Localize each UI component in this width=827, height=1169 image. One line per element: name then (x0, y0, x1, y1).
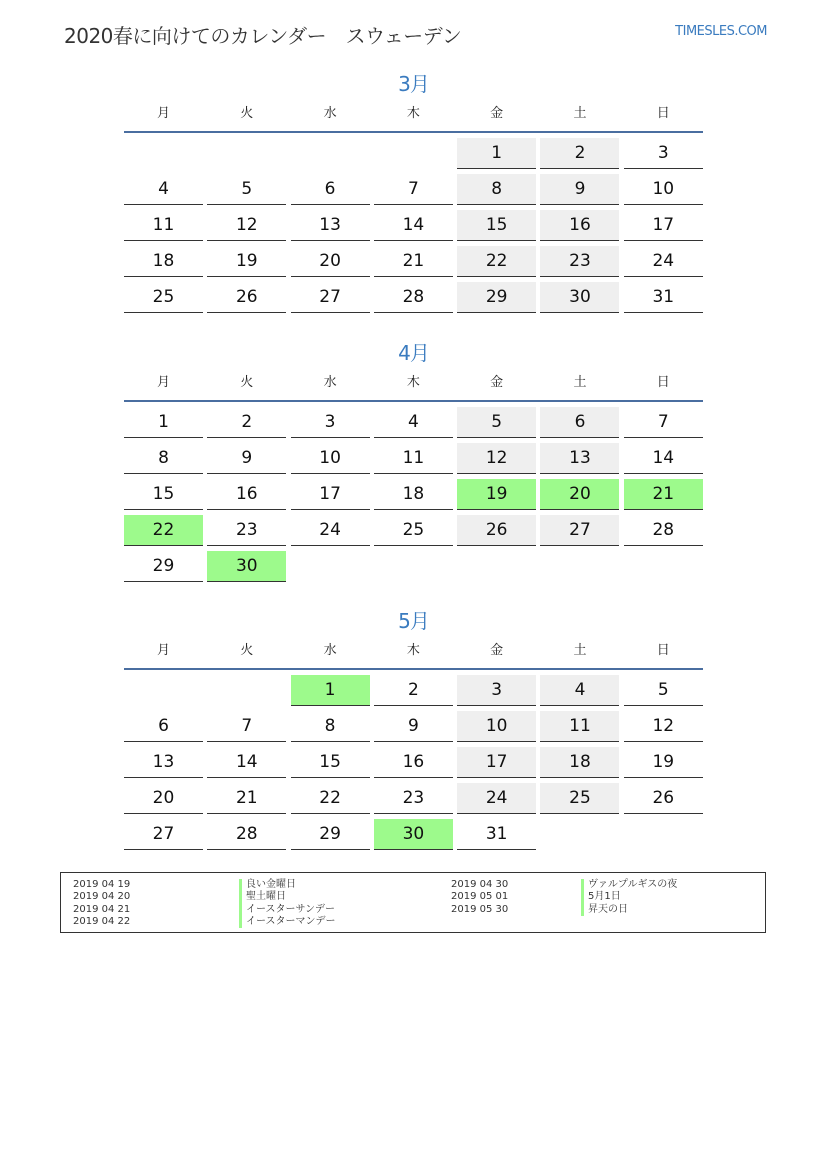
day-cell: 18 (124, 246, 203, 277)
day-cell: 14 (374, 210, 453, 241)
day-cell: 29 (291, 819, 370, 850)
day-cell: 27 (540, 515, 619, 546)
day-cell: 27 (291, 282, 370, 313)
day-cell: 31 (624, 282, 703, 313)
weekday-label: 木 (406, 643, 420, 658)
day-cell: 23 (207, 515, 286, 546)
legend-date: 2019 04 19 (73, 879, 131, 890)
day-cell: 22 (457, 246, 536, 277)
month-april (124, 339, 703, 582)
day-cell: 1 (457, 138, 536, 169)
day-cell: 26 (457, 515, 536, 546)
legend-date: 2019 04 30 (451, 879, 509, 890)
site-link[interactable]: TIMESLES.COM (675, 24, 767, 39)
day-cell: 30 (207, 551, 286, 582)
weekday-label: 月 (156, 643, 170, 658)
legend-holiday-name: 昇天の日 (581, 904, 677, 916)
legend-date: 2019 04 22 (73, 915, 131, 927)
day-cell: 3 (624, 138, 703, 169)
day-cell: 22 (291, 783, 370, 814)
day-cell: 21 (624, 479, 703, 510)
page-title: 2020春に向けてのカレンダー スウェーデン (64, 24, 462, 48)
weekday-label: 日 (656, 106, 670, 121)
day-cell: 4 (124, 174, 203, 205)
weekday-label: 金 (490, 643, 504, 658)
month-title: 3月 (398, 72, 429, 96)
weekday-label: 月 (156, 375, 170, 390)
day-cell: 30 (374, 819, 453, 850)
day-cell: 13 (124, 747, 203, 778)
weekday-header (124, 104, 703, 124)
weekday-label: 火 (240, 375, 254, 390)
weekday-label: 木 (406, 106, 420, 121)
day-cell: 20 (540, 479, 619, 510)
legend-holiday-name: イースターマンデー (239, 916, 336, 928)
day-cell: 21 (207, 783, 286, 814)
day-cell: 9 (374, 711, 453, 742)
day-cell: 1 (124, 407, 203, 438)
holiday-legend (60, 872, 766, 933)
day-cell: 21 (374, 246, 453, 277)
day-cell: 15 (291, 747, 370, 778)
day-cell: 8 (291, 711, 370, 742)
weekday-label: 水 (323, 106, 337, 121)
day-cell: 12 (207, 210, 286, 241)
day-cell: 23 (540, 246, 619, 277)
day-cell: 19 (624, 747, 703, 778)
empty-cell (374, 138, 453, 169)
day-cell: 13 (291, 210, 370, 241)
legend-holiday-name: 5月1日 (581, 891, 677, 903)
day-cell: 22 (124, 515, 203, 546)
month-title: 4月 (398, 341, 429, 365)
day-cell: 10 (624, 174, 703, 205)
month-title: 5月 (398, 609, 429, 633)
day-cell: 10 (457, 711, 536, 742)
weekday-label: 火 (240, 106, 254, 121)
day-cell: 17 (291, 479, 370, 510)
day-grid (124, 407, 703, 582)
month-march (124, 70, 703, 313)
day-cell: 15 (457, 210, 536, 241)
weekday-label: 水 (323, 643, 337, 658)
day-cell: 27 (124, 819, 203, 850)
day-cell: 14 (207, 747, 286, 778)
day-cell: 19 (457, 479, 536, 510)
day-cell: 6 (291, 174, 370, 205)
day-cell: 16 (207, 479, 286, 510)
day-cell: 5 (457, 407, 536, 438)
day-cell: 23 (374, 783, 453, 814)
day-cell: 7 (374, 174, 453, 205)
day-cell: 6 (124, 711, 203, 742)
weekday-label: 日 (656, 643, 670, 658)
legend-dates-col2 (451, 879, 508, 916)
weekday-label: 金 (490, 375, 504, 390)
day-cell: 11 (540, 711, 619, 742)
header-divider (124, 400, 703, 402)
day-cell: 24 (624, 246, 703, 277)
weekday-label: 木 (406, 375, 420, 390)
weekday-label: 土 (573, 106, 587, 121)
day-cell: 26 (207, 282, 286, 313)
empty-cell (207, 138, 286, 169)
legend-holiday-name: イースターサンデー (239, 904, 336, 916)
day-cell: 8 (124, 443, 203, 474)
day-cell: 11 (124, 210, 203, 241)
day-cell: 7 (624, 407, 703, 438)
day-grid (124, 138, 703, 313)
day-cell: 4 (374, 407, 453, 438)
weekday-label: 土 (573, 643, 587, 658)
weekday-label: 水 (323, 375, 337, 390)
day-cell: 8 (457, 174, 536, 205)
day-cell: 30 (540, 282, 619, 313)
day-cell: 25 (124, 282, 203, 313)
day-cell: 17 (457, 747, 536, 778)
day-cell: 18 (540, 747, 619, 778)
empty-cell (124, 675, 203, 706)
day-cell: 15 (124, 479, 203, 510)
day-cell: 26 (624, 783, 703, 814)
day-cell: 12 (624, 711, 703, 742)
weekday-label: 金 (490, 106, 504, 121)
day-cell: 19 (207, 246, 286, 277)
day-cell: 16 (374, 747, 453, 778)
legend-date: 2019 04 21 (73, 903, 131, 915)
day-cell: 18 (374, 479, 453, 510)
day-cell: 31 (457, 819, 536, 850)
legend-date: 2019 05 30 (451, 903, 509, 915)
day-cell: 2 (540, 138, 619, 169)
day-cell: 25 (374, 515, 453, 546)
day-cell: 5 (624, 675, 703, 706)
day-cell: 24 (457, 783, 536, 814)
day-cell: 11 (374, 443, 453, 474)
month-may (124, 607, 703, 850)
day-cell: 2 (374, 675, 453, 706)
day-cell: 16 (540, 210, 619, 241)
header-divider (124, 668, 703, 670)
day-cell: 3 (457, 675, 536, 706)
day-cell: 28 (624, 515, 703, 546)
day-cell: 2 (207, 407, 286, 438)
legend-holiday-name: 良い金曜日 (239, 879, 336, 891)
empty-cell (291, 138, 370, 169)
day-cell: 6 (540, 407, 619, 438)
day-cell: 9 (540, 174, 619, 205)
day-cell: 13 (540, 443, 619, 474)
day-cell: 4 (540, 675, 619, 706)
day-cell: 7 (207, 711, 286, 742)
day-cell: 17 (624, 210, 703, 241)
weekday-label: 火 (240, 643, 254, 658)
weekday-label: 日 (656, 375, 670, 390)
weekday-header (124, 373, 703, 393)
day-cell: 29 (457, 282, 536, 313)
day-cell: 24 (291, 515, 370, 546)
day-cell: 20 (124, 783, 203, 814)
day-cell: 28 (374, 282, 453, 313)
day-cell: 14 (624, 443, 703, 474)
day-cell: 10 (291, 443, 370, 474)
day-cell: 5 (207, 174, 286, 205)
day-cell: 12 (457, 443, 536, 474)
legend-date: 2019 04 20 (73, 891, 131, 903)
legend-holiday-name: ヴァルプルギスの夜 (581, 879, 677, 891)
weekday-label: 月 (156, 106, 170, 121)
day-cell: 9 (207, 443, 286, 474)
empty-cell (124, 138, 203, 169)
day-cell: 25 (540, 783, 619, 814)
day-cell: 3 (291, 407, 370, 438)
weekday-header (124, 641, 703, 661)
day-cell: 28 (207, 819, 286, 850)
day-cell: 1 (291, 675, 370, 706)
legend-holiday-name: 聖土曜日 (239, 891, 336, 903)
legend-date: 2019 05 01 (451, 891, 509, 903)
empty-cell (207, 675, 286, 706)
weekday-label: 土 (573, 375, 587, 390)
day-cell: 29 (124, 551, 203, 582)
legend-names-col1 (239, 879, 336, 928)
legend-names-col2 (581, 879, 677, 916)
header-divider (124, 131, 703, 133)
day-grid (124, 675, 703, 850)
day-cell: 20 (291, 246, 370, 277)
legend-dates-col1 (73, 879, 130, 928)
